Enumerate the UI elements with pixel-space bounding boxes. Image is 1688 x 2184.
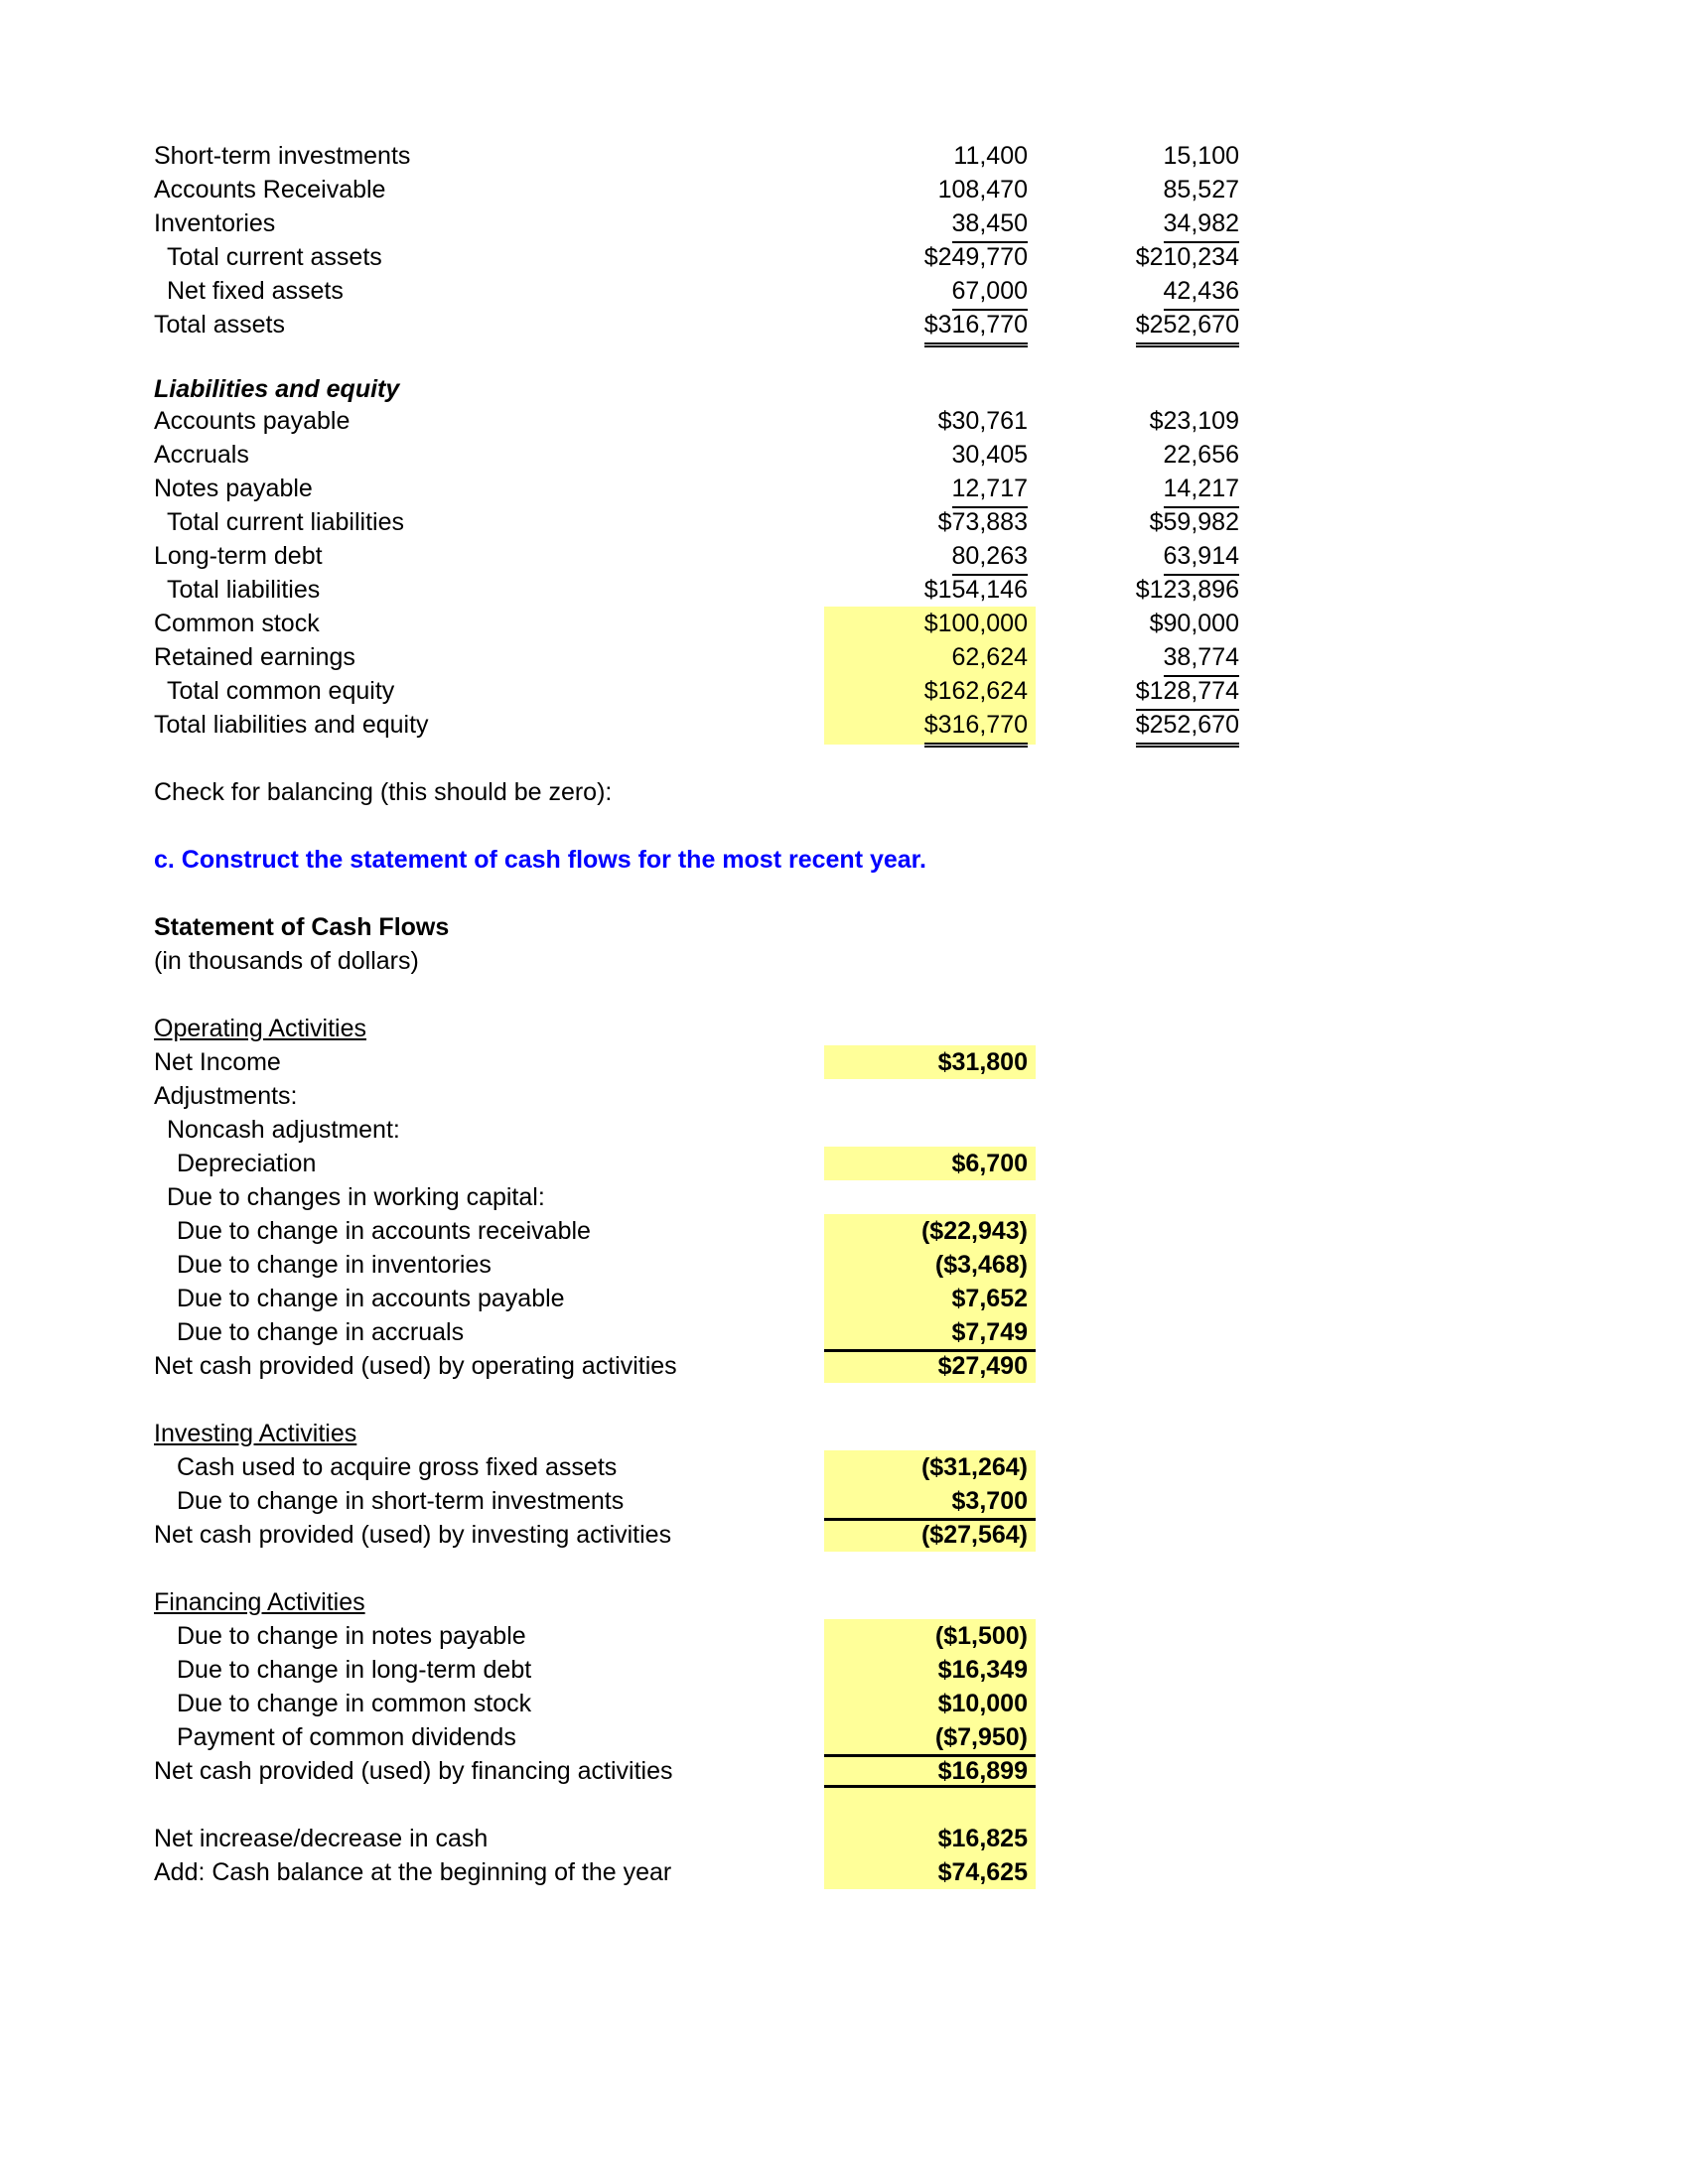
row-label: Short-term investments (154, 142, 411, 170)
financing-activities-heading (0, 1585, 1688, 1619)
table-row (0, 404, 1688, 438)
row-label: Notes payable (154, 475, 313, 502)
investing-activities-rows (0, 1450, 1688, 1552)
value-col-1 (824, 274, 1036, 311)
row-label: Add: Cash balance at the beginning of the year (154, 1858, 672, 1886)
operating-activities-heading (0, 1012, 1688, 1045)
value-col-2 (1036, 308, 1247, 344)
value-col-2: $210,234 (1135, 243, 1239, 271)
section-gap (0, 341, 1688, 375)
value-col-1 (824, 708, 1036, 745)
row-label: Net fixed assets (167, 277, 344, 305)
value-cell: $16,825 (824, 1822, 1036, 1855)
value-cell: ($27,564) (824, 1518, 1036, 1552)
table-row (0, 1248, 1688, 1282)
cash-flow-title: Statement of Cash Flows (154, 913, 450, 941)
value-col-2: $123,896 (1135, 576, 1239, 604)
value-col-1: 108,470 (937, 176, 1028, 204)
value-text: 42,436 (1164, 274, 1239, 311)
row-label: Common stock (154, 610, 320, 637)
table-row (0, 1315, 1688, 1349)
row-label: Due to changes in working capital: (167, 1183, 545, 1211)
value-col-2: $59,982 (1149, 508, 1239, 536)
value-cell: ($1,500) (824, 1619, 1036, 1653)
row-label: Due to change in long-term debt (177, 1656, 532, 1684)
table-row (0, 1180, 1688, 1214)
table-row (0, 1484, 1688, 1518)
value-col-1 (824, 674, 1036, 711)
value-cell: $16,349 (824, 1653, 1036, 1687)
row-label: Due to change in notes payable (177, 1622, 526, 1650)
value-col-2 (1036, 674, 1247, 711)
value-text: 12,717 (952, 472, 1028, 508)
balance-sheet-equity-section (0, 404, 1688, 742)
value-cell: $7,749 (824, 1315, 1036, 1349)
cash-flow-subtitle: (in thousands of dollars) (154, 947, 419, 975)
value-text: 62,624 (952, 640, 1028, 677)
value-col-2: $90,000 (1149, 610, 1239, 637)
table-row (0, 573, 1688, 607)
value-col-2: 15,100 (1163, 142, 1239, 170)
value-col-2 (1036, 539, 1247, 576)
table-row (0, 1653, 1688, 1687)
table-row (0, 173, 1688, 206)
table-row (0, 640, 1688, 674)
row-label: Due to change in accounts receivable (177, 1217, 591, 1245)
row-label: Total current assets (167, 243, 382, 271)
value-col-1 (824, 472, 1036, 508)
row-label: Net increase/decrease in cash (154, 1825, 489, 1852)
section-gap (0, 877, 1688, 910)
value-cell: $6,700 (824, 1147, 1036, 1180)
value-col-2: $23,109 (1149, 407, 1239, 435)
row-label: Cash used to acquire gross fixed assets (177, 1453, 618, 1481)
row-label: Net cash provided (used) by financing activities (154, 1757, 673, 1785)
value-col-1 (824, 640, 1036, 677)
table-row (0, 139, 1688, 173)
row-label: Net Income (154, 1048, 281, 1076)
table-row (0, 1045, 1688, 1079)
value-col-2: 85,527 (1163, 176, 1239, 204)
value-text: $162,624 (924, 674, 1028, 711)
value-col-1: 11,400 (953, 142, 1028, 170)
cash-summary-rows (0, 1822, 1688, 1889)
value-text: 67,000 (952, 274, 1028, 311)
value-cell: $3,700 (824, 1484, 1036, 1518)
value-col-2 (1036, 472, 1247, 508)
table-row (0, 1147, 1688, 1180)
section-gap (0, 978, 1688, 1012)
value-col-1 (824, 308, 1036, 344)
row-label: Adjustments: (154, 1082, 298, 1110)
table-row (0, 607, 1688, 640)
value-text: $128,774 (1136, 674, 1239, 711)
table-row (0, 472, 1688, 505)
question-c-heading: c. Construct the statement of cash flows for the most recent year. (154, 846, 926, 874)
table-row (0, 1619, 1688, 1653)
value-cell: $10,000 (824, 1687, 1036, 1720)
table-row (0, 206, 1688, 240)
value-text: 38,450 (952, 206, 1028, 243)
operating-activities-label: Operating Activities (154, 1015, 366, 1042)
row-label: Total liabilities and equity (154, 711, 429, 739)
value-col-1: $249,770 (923, 243, 1028, 271)
row-label: Net cash provided (used) by investing activities (154, 1521, 672, 1549)
value-text: 14,217 (1164, 472, 1239, 508)
table-row (0, 505, 1688, 539)
row-label: Accruals (154, 441, 249, 469)
row-label: Due to change in accruals (177, 1318, 465, 1346)
row-label: Total common equity (167, 677, 395, 705)
row-label: Noncash adjustment: (167, 1116, 400, 1144)
table-row (0, 1518, 1688, 1552)
value-text: $252,670 (1136, 708, 1239, 745)
value-col-1: $100,000 (824, 607, 1036, 640)
table-row (0, 1349, 1688, 1383)
table-row (0, 1113, 1688, 1147)
row-label: Payment of common dividends (177, 1723, 516, 1751)
value-text: $316,770 (924, 708, 1028, 745)
value-text: 38,774 (1164, 640, 1239, 677)
value-col-2 (1036, 274, 1247, 311)
value-text: 34,982 (1164, 206, 1239, 243)
table-row (0, 1450, 1688, 1484)
table-row (0, 1079, 1688, 1113)
value-col-1: $30,761 (937, 407, 1028, 435)
table-row (0, 1687, 1688, 1720)
operating-activities-rows (0, 1045, 1688, 1383)
value-cell: ($31,264) (824, 1450, 1036, 1484)
table-row (0, 1720, 1688, 1754)
value-col-2 (1036, 640, 1247, 677)
row-label: Total assets (154, 311, 286, 339)
value-col-2 (1036, 708, 1247, 745)
value-cell: ($3,468) (824, 1248, 1036, 1282)
value-cell: ($22,943) (824, 1214, 1036, 1248)
value-col-2: 22,656 (1163, 441, 1239, 469)
table-row (0, 539, 1688, 573)
value-col-1: $73,883 (937, 508, 1028, 536)
investing-activities-label: Investing Activities (154, 1420, 357, 1447)
investing-activities-heading (0, 1417, 1688, 1450)
row-label: Total current liabilities (167, 508, 404, 536)
table-row (0, 674, 1688, 708)
row-label: Accounts payable (154, 407, 351, 435)
value-col-1 (824, 206, 1036, 243)
row-label: Long-term debt (154, 542, 323, 570)
row-label: Accounts Receivable (154, 176, 386, 204)
value-col-1: 30,405 (951, 441, 1028, 469)
row-label: Due to change in accounts payable (177, 1285, 565, 1312)
table-row (0, 1282, 1688, 1315)
value-col-2 (1036, 206, 1247, 243)
row-label: Inventories (154, 209, 276, 237)
financing-activities-label: Financing Activities (154, 1588, 365, 1616)
value-text: $252,670 (1136, 308, 1239, 344)
value-cell: $16,899 (824, 1754, 1036, 1788)
value-cell: $27,490 (824, 1349, 1036, 1383)
table-row (0, 1754, 1688, 1788)
value-cell: $7,652 (824, 1282, 1036, 1315)
value-cell: $74,625 (824, 1855, 1036, 1889)
row-label: Retained earnings (154, 643, 355, 671)
table-row (0, 308, 1688, 341)
balance-check-label: Check for balancing (this should be zero): (154, 778, 613, 806)
row-label: Total liabilities (167, 576, 321, 604)
value-text: 63,914 (1164, 539, 1239, 576)
section-gap (0, 809, 1688, 843)
table-row (0, 1822, 1688, 1855)
table-row (0, 1214, 1688, 1248)
section-gap (0, 1383, 1688, 1417)
value-text: $316,770 (924, 308, 1028, 344)
table-row (0, 1855, 1688, 1889)
row-label: Net cash provided (used) by operating activities (154, 1352, 677, 1380)
table-row (0, 240, 1688, 274)
value-cell: ($7,950) (824, 1720, 1036, 1754)
table-row (0, 274, 1688, 308)
row-label: Due to change in common stock (177, 1690, 532, 1717)
row-label: Due to change in inventories (177, 1251, 492, 1279)
section-gap (0, 1552, 1688, 1585)
value-col-1 (824, 539, 1036, 576)
row-label: Due to change in short-term investments (177, 1487, 625, 1515)
value-cell: $31,800 (824, 1045, 1036, 1079)
row-label: Depreciation (177, 1150, 317, 1177)
highlight-gap (0, 1788, 1688, 1822)
balance-sheet-assets-section (0, 139, 1688, 341)
table-row (0, 708, 1688, 742)
section-gap (0, 742, 1688, 775)
financing-activities-rows (0, 1619, 1688, 1788)
value-text: 80,263 (952, 539, 1028, 576)
liabilities-equity-heading: Liabilities and equity (154, 375, 400, 403)
value-col-1: $154,146 (923, 576, 1028, 604)
table-row (0, 438, 1688, 472)
